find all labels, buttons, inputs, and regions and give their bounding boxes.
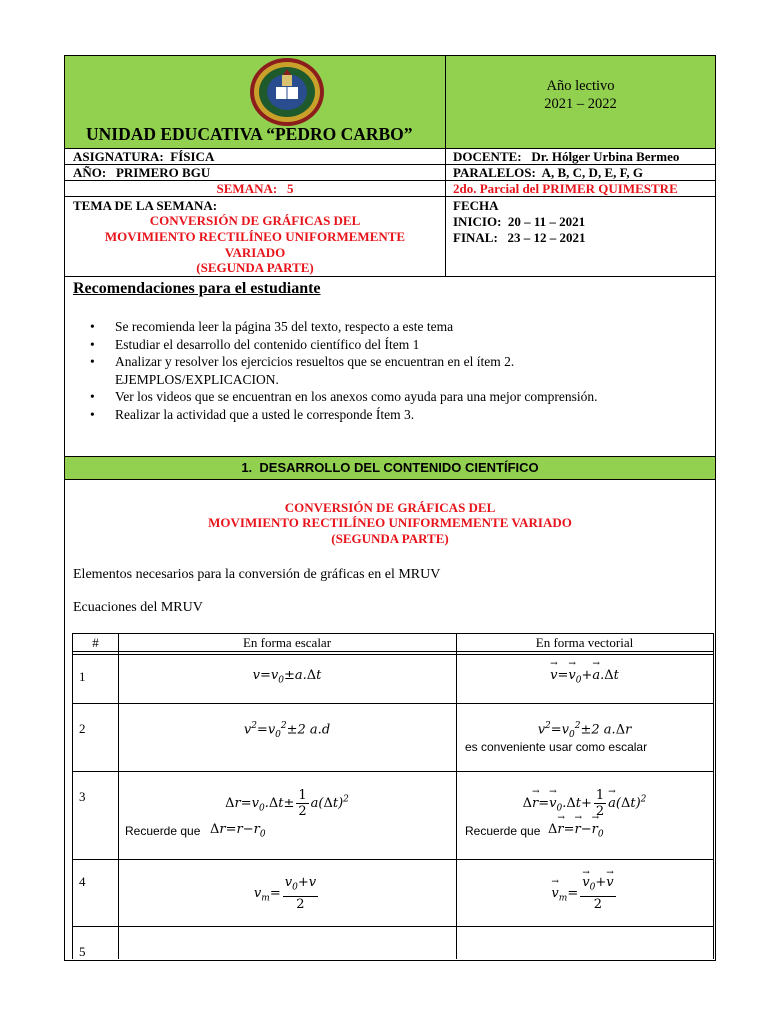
list-item: • Estudiar el desarrollo del contenido científico del Ítem 1 — [90, 336, 420, 352]
subject-field: ASIGNATURA: FÍSICA — [73, 149, 215, 164]
list-item: • Analizar y resolver los ejercicios resueltos que se encuentran en el ítem 2. EJEMPLOS/EXPLICACION. — [90, 354, 515, 387]
equation-scalar-3: $\Delta r=v_0.\Delta t\pm$ $\frac{1}{2}$ $a(\Delta t)^2$ — [225, 788, 349, 819]
school-name: UNIDAD EDUCATIVA “PEDRO CARBO” — [86, 124, 413, 144]
school-crest-logo — [249, 57, 325, 127]
school-year: 2021 – 2022 — [544, 96, 617, 112]
table-row-number: 5 — [79, 944, 86, 959]
divider — [65, 276, 715, 277]
equation-vector-3-recall: $\Delta\to r=\to r-\to r_0$ — [548, 822, 604, 840]
divider — [65, 196, 715, 197]
note-row3-scalar: Recuerde que — [125, 824, 201, 838]
topic-line: CONVERSIÓN DE GRÁFICAS DEL — [149, 213, 361, 228]
table-header-vector: En forma vectorial — [535, 635, 634, 650]
table-row-number: 4 — [79, 874, 86, 889]
topic-line: MOVIMIENTO RECTILÍNEO UNIFORMEMENTE — [104, 229, 406, 244]
start-date: INICIO: 20 – 11 – 2021 — [453, 214, 586, 229]
note-row3-vector: Recuerde que — [465, 824, 541, 838]
year-field: AÑO: PRIMERO BGU — [73, 165, 211, 180]
divider — [65, 479, 715, 480]
divider — [445, 56, 446, 276]
teacher-field: DOCENTE: Dr. Hólger Urbina Bermeo — [453, 149, 680, 164]
bullet-icon: • — [90, 336, 95, 352]
bullet-icon: • — [90, 354, 95, 369]
list-item: • Se recomienda leer la página 35 del texto, respecto a este tema — [90, 319, 454, 334]
equation-scalar-4: $v_m=$ $\frac{v_0+v}{2}$ — [253, 875, 317, 912]
equations-label: Ecuaciones del MRUV — [73, 600, 203, 615]
equation-scalar-2: $v^2=v_0^2\pm 2$ a.d — [243, 721, 331, 740]
section-title-line: (SEGUNDA PARTE) — [331, 531, 449, 546]
topic-label: TEMA DE LA SEMANA: — [73, 198, 218, 213]
end-date: FINAL: 23 – 12 – 2021 — [453, 230, 586, 245]
bullet-icon: • — [90, 406, 95, 422]
table-header-scalar: En forma escalar — [242, 635, 332, 650]
section-title-line: CONVERSIÓN DE GRÁFICAS DEL — [284, 500, 496, 515]
table-row-number: 1 — [79, 669, 86, 684]
section-heading: 1. DESARROLLO DEL CONTENIDO CIENTÍFICO — [241, 460, 539, 475]
week-field: SEMANA: 5 — [216, 181, 294, 196]
school-year-label: Año lectivo — [546, 78, 615, 94]
recommendations-title: Recomendaciones para el estudiante — [73, 280, 321, 297]
parallels-field: PARALELOS: A, B, C, D, E, F, G — [453, 165, 643, 180]
intro-text: Elementos necesarios para la conversión de gráficas en el MRUV — [73, 567, 441, 582]
topic-line: (SEGUNDA PARTE) — [196, 260, 314, 275]
equation-vector-1: → $v=\to v_0+\to a.\Delta t$ — [456, 668, 713, 686]
equation-vector-4: → $v_m=$ → $\frac{v_0+\to v}{2}$ — [456, 875, 713, 912]
note-row2: es conveniente usar como escalar — [465, 740, 648, 754]
partial-field: 2do. Parcial del PRIMER QUIMESTRE — [453, 181, 678, 196]
table-header-number: # — [92, 635, 99, 650]
date-label: FECHA — [453, 198, 499, 213]
bullet-icon: • — [90, 319, 95, 334]
equation-vector-2: $v^2=v_0^2\pm 2$ a.Δr — [537, 721, 632, 740]
equation-scalar-1: $v=v_0\pm a.\Delta t$ — [252, 668, 322, 686]
list-item: • Realizar la actividad que a usted le corresponde Ítem 3. — [90, 406, 415, 422]
table-row-number: 2 — [79, 721, 86, 736]
recommendations-list — [88, 318, 675, 423]
table-row-number: 3 — [79, 789, 86, 804]
bullet-icon: • — [90, 389, 95, 404]
section-title-line: MOVIMIENTO RECTILÍNEO UNIFORMEMENTE VARIADO — [208, 515, 572, 530]
equation-scalar-3-recall: $\Delta r=r-r_0$ — [210, 822, 266, 840]
topic-line: VARIADO — [224, 245, 286, 260]
list-item: • Ver los videos que se encuentran en los anexos como ayuda para una mejor comprensión. — [90, 389, 598, 404]
equation-vector-3: $\Delta\to r=\to v_0.\Delta t+$ $\frac{1}{2}$ → $a(\Delta t)^2$ — [456, 788, 713, 819]
